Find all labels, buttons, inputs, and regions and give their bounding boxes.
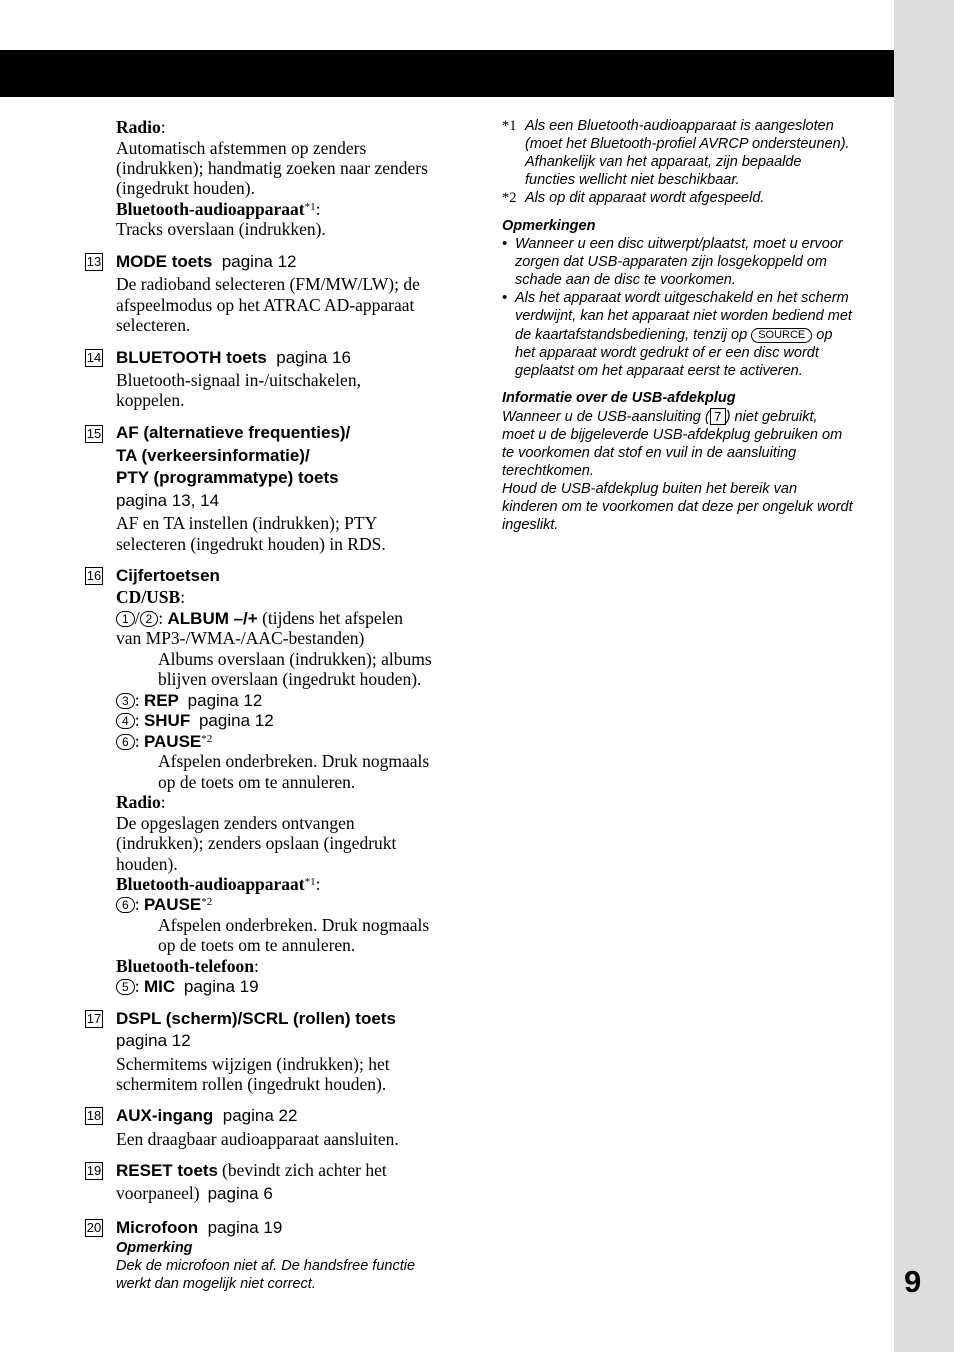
footnote-line: Afhankelijk van het apparaat, zijn bepaalde	[525, 154, 802, 170]
usb-text: ) niet gebruikt,	[725, 409, 818, 425]
source-key-icon: SOURCE	[751, 328, 812, 343]
note-text: de kaartafstandsbediening, tenzij op	[515, 327, 748, 343]
note-line: Als het apparaat wordt uitgeschakeld en het scherm	[515, 290, 849, 306]
usb-line: moet u de bijgeleverde USB-afdekplug gebruiken om	[502, 427, 843, 443]
cdusb-label-line: CD/USB:	[116, 587, 186, 607]
radio-label: Radio	[116, 117, 161, 137]
usb-port-number: 7	[710, 408, 726, 425]
radio-label-line: Radio:	[116, 792, 166, 812]
note-line	[515, 327, 832, 343]
page-ref: pagina 16	[276, 348, 351, 367]
page-ref: pagina 6	[207, 1184, 273, 1203]
item-text-line: schermitem rollen (ingedrukt houden).	[116, 1074, 387, 1094]
item-text-line: Een draagbaar audioapparaat aansluiten.	[116, 1129, 399, 1149]
rep-line: 3 : REP pagina 12	[116, 690, 262, 711]
bt-audio-label: Bluetooth-audioapparaat	[116, 199, 305, 219]
key-6-icon: 6	[116, 897, 135, 913]
item-note: (bevindt zich achter het	[222, 1160, 387, 1180]
item-text-line: koppelen.	[116, 390, 185, 410]
item-number: 15	[86, 426, 102, 441]
radio-label: Radio	[116, 792, 161, 812]
footnote-mark: *1	[502, 118, 517, 134]
item-title: TA (verkeersinformatie)/	[116, 446, 310, 465]
item-text-line: Schermitems wijzigen (indrukken); het	[116, 1054, 390, 1074]
shuf-line: 4 : SHUF pagina 12	[116, 710, 274, 731]
bt-audio-label: Bluetooth-audioapparaat	[116, 874, 305, 894]
pause-line: 6 : PAUSE$^{*2}$	[116, 731, 212, 752]
note-text: op	[816, 327, 833, 343]
item-title: Microfoon	[116, 1218, 199, 1237]
note-text-line: Dek de microfoon niet af. De handsfree functie	[116, 1258, 416, 1274]
item-number: 17	[86, 1011, 102, 1026]
album-note: (tijdens het afspelen	[262, 608, 404, 628]
item-title: AF (alternatieve frequenties)/	[116, 423, 351, 442]
item-number: 13	[86, 254, 102, 269]
item-title: MODE toets	[116, 252, 213, 271]
note-line: verdwijnt, kan het apparaat niet worden bediend met	[515, 308, 852, 324]
footnote-ref: *2	[201, 733, 213, 745]
pause-desc-line: op de toets om te annuleren.	[158, 772, 356, 792]
radio-desc-line: De opgeslagen zenders ontvangen	[116, 813, 355, 833]
item-text-line: Bluetooth-signaal in-/uitschakelen,	[116, 370, 361, 390]
album-desc-line: Albums overslaan (indrukken); albums	[158, 649, 432, 669]
usb-line: kinderen om te voorkomen dat deze per ongeluk wordt	[502, 499, 853, 515]
page-ref: pagina 22	[222, 1106, 298, 1125]
page-ref: pagina 12	[116, 1031, 191, 1050]
item-heading	[116, 252, 296, 272]
footnote-ref: *1	[304, 876, 316, 888]
key-4-icon: 4	[116, 713, 135, 729]
note-line: geplaatst om het apparaat eerst te activeren.	[515, 363, 803, 379]
album-desc-line: blijven overslaan (ingedrukt houden).	[158, 669, 422, 689]
mic-line: 5 : MIC pagina 19	[116, 976, 259, 997]
note-line: Wanneer u een disc uitwerpt/plaatst, moet u ervoor	[515, 236, 843, 252]
item-text-line: De radioband selecteren (FM/MW/LW); de	[116, 274, 420, 294]
usb-heading: Informatie over de USB-afdekplug	[502, 390, 736, 406]
usb-text: Wanneer u de USB-aansluiting (	[502, 409, 710, 425]
item-text-line: selecteren (ingedrukt houden) in RDS.	[116, 534, 386, 554]
footnote-line: functies wellicht niet beschikbaar.	[525, 172, 740, 188]
item-heading	[116, 348, 351, 368]
item-text-line: afspeelmodus op het ATRAC AD-apparaat	[116, 295, 415, 315]
pause-label: PAUSE	[143, 732, 202, 751]
radio-section: Radio:	[116, 117, 166, 137]
page-ref: pagina 12	[198, 711, 274, 730]
item-number: 14	[86, 350, 102, 365]
footnote-mark: *2	[502, 190, 517, 206]
bt-pause-line: 6 : PAUSE$^{*2}$	[116, 894, 212, 915]
bt-audio-section: Bluetooth-audioapparaat$^{*1}$:	[116, 199, 321, 219]
usb-line: te voorkomen dat stof en vuil in de aansluiting	[502, 445, 797, 461]
footnote-ref: *2	[201, 896, 213, 908]
pause-label: PAUSE	[143, 895, 202, 914]
bt-audio-text: Tracks overslaan (indrukken).	[116, 219, 326, 239]
usb-line: ingeslikt.	[502, 517, 559, 533]
note-line: schade aan de disc te voorkomen.	[515, 272, 736, 288]
mic-label: MIC	[143, 977, 176, 996]
page-number: 9	[904, 1264, 922, 1299]
album-label: ALBUM –/+	[167, 609, 258, 628]
album-note-line: van MP3-/WMA-/AAC-bestanden)	[116, 628, 365, 648]
footnote-line: Als op dit apparaat wordt afgespeeld.	[525, 190, 765, 206]
bt-audio-label-line: Bluetooth-audioapparaat$^{*1}$:	[116, 874, 321, 894]
pause-desc-line: op de toets om te annuleren.	[158, 935, 356, 955]
item-heading	[116, 1160, 387, 1181]
page-ref: pagina 12	[221, 252, 297, 271]
item-heading	[116, 1106, 297, 1126]
radio-text-line: (ingedrukt houden).	[116, 178, 255, 198]
usb-line: Houd de USB-afdekplug buiten het bereik van	[502, 481, 798, 497]
item-note: voorpaneel)	[116, 1183, 200, 1203]
pause-desc-line: Afspelen onderbreken. Druk nogmaals	[158, 751, 430, 771]
note-line: zorgen dat USB-apparaten zijn losgekoppeld om	[515, 254, 827, 270]
item-number: 20	[86, 1220, 102, 1235]
notes-heading: Opmerkingen	[502, 218, 596, 234]
radio-desc-line: houden).	[116, 854, 178, 874]
page-ref: pagina 13, 14	[116, 491, 220, 510]
bullet-icon: •	[502, 236, 508, 252]
key-6-icon: 6	[116, 734, 135, 750]
page-ref: pagina 19	[207, 1218, 283, 1237]
footnote-ref: *1	[304, 201, 316, 213]
radio-desc-line: (indrukken); zenders opslaan (ingedrukt	[116, 833, 397, 853]
item-title: Cijfertoetsen	[116, 566, 220, 585]
key-3-icon: 3	[116, 693, 135, 709]
item-title: DSPL (scherm)/SCRL (rollen) toets	[116, 1009, 396, 1028]
footnote-line: (moet het Bluetooth-profiel AVRCP ondersteunen).	[525, 136, 850, 152]
cdusb-label: CD/USB	[116, 587, 181, 607]
item-number: 16	[86, 568, 102, 583]
header-bar	[0, 50, 894, 97]
radio-text-line: Automatisch afstemmen op zenders	[116, 138, 367, 158]
item-text-line: AF en TA instellen (indrukken); PTY	[116, 513, 378, 533]
rep-label: REP	[143, 691, 179, 710]
item-text-line: selecteren.	[116, 315, 191, 335]
item-title: PTY (programmatype) toets	[116, 468, 339, 487]
item-title: RESET toets	[116, 1161, 219, 1180]
item-title: BLUETOOTH toets	[116, 348, 267, 367]
page-ref: pagina 19	[183, 977, 259, 996]
key-2-icon: 2	[140, 611, 159, 627]
album-line: 1 / 2 : ALBUM –/+ (tijdens het afspelen	[116, 608, 403, 629]
item-title: AUX-ingang	[116, 1106, 214, 1125]
page-ref: pagina 12	[187, 691, 263, 710]
note-heading: Opmerking	[116, 1240, 193, 1256]
item-number: 19	[86, 1163, 102, 1178]
item-number: 18	[86, 1108, 102, 1123]
bt-phone-label-line: Bluetooth-telefoon:	[116, 956, 259, 976]
bt-phone-label: Bluetooth-telefoon	[116, 956, 255, 976]
note-line: het apparaat wordt gedrukt of er een disc wordt	[515, 345, 819, 361]
key-5-icon: 5	[116, 979, 135, 995]
item-heading	[116, 1218, 282, 1238]
note-text-line: werkt dan mogelijk niet correct.	[116, 1276, 316, 1292]
key-1-icon: 1	[116, 611, 135, 627]
shuf-label: SHUF	[143, 711, 191, 730]
usb-line	[502, 408, 818, 425]
usb-line: terechtkomen.	[502, 463, 594, 479]
radio-text-line: (indrukken); handmatig zoeken naar zenders	[116, 158, 428, 178]
side-tab-strip	[894, 0, 954, 1352]
pause-desc-line: Afspelen onderbreken. Druk nogmaals	[158, 915, 430, 935]
item-heading-cont	[116, 1183, 273, 1204]
bullet-icon: •	[502, 290, 508, 306]
footnote-line: Als een Bluetooth-audioapparaat is aangesloten	[525, 118, 834, 134]
